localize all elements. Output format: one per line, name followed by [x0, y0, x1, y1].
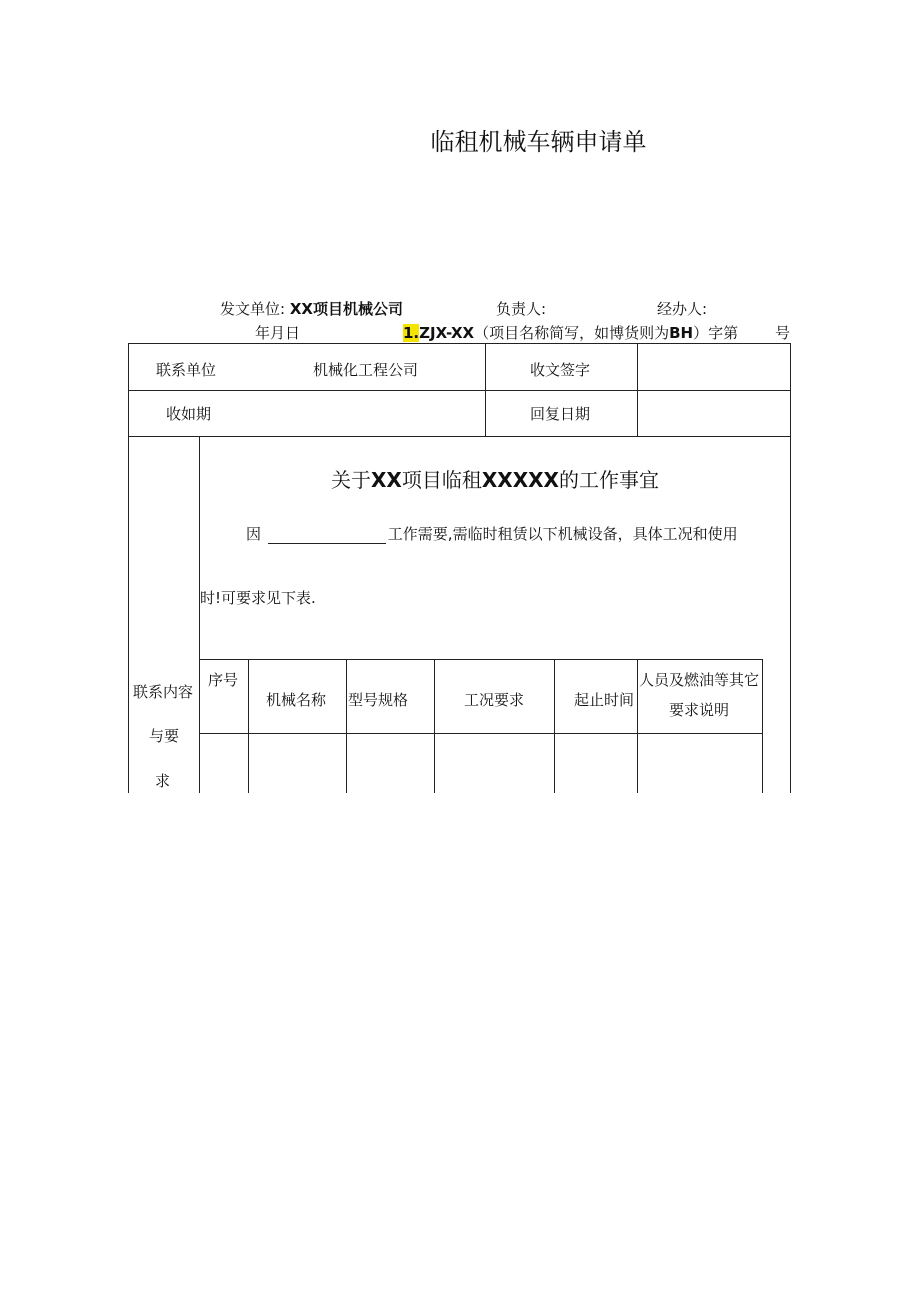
subject-x5: XXXXX	[481, 468, 559, 492]
subject-part-3: 的工作事宜	[558, 468, 659, 492]
header-other-1: 人员及燃油等其它	[639, 671, 760, 689]
inner-table-top	[200, 659, 762, 660]
reply-date-field[interactable]	[645, 397, 783, 429]
contact-unit-value: 机械化工程公司	[313, 361, 419, 379]
sender-field	[220, 298, 403, 319]
inner-col-divider	[554, 659, 555, 793]
header-machine-name: 机械名称	[266, 691, 327, 709]
contact-unit-label: 联系单位	[156, 361, 217, 379]
content-label-1: 联系内容	[133, 683, 194, 701]
header-model: 型号规格	[348, 691, 409, 709]
sender-value: XX项目机械公司	[289, 300, 403, 318]
letter-subject	[200, 464, 790, 493]
page-title: 临租机械车辆申请单	[430, 128, 647, 156]
receive-sign-field[interactable]	[645, 352, 783, 384]
doc-no-suffix: ）字第	[693, 324, 739, 342]
header-index: 序号	[208, 671, 239, 689]
doc-no-prefix: 1.	[403, 324, 420, 342]
body-rest: 工作需要,需临时租赁以下机械设备，具体工况和使用	[387, 525, 738, 543]
subject-xx: XX	[371, 468, 402, 492]
doc-number	[403, 322, 738, 343]
letter-body-line-2: 时!可要求见下表.	[200, 589, 316, 607]
body-start: 因	[246, 525, 262, 543]
doc-no-code: ZJX-XX	[419, 324, 475, 342]
table-row-divider	[128, 390, 791, 391]
doc-no-end: 号	[775, 324, 791, 342]
subject-part-2: 项目临租	[401, 468, 482, 492]
header-other-2: 要求说明	[669, 701, 730, 719]
subject-part-1: 关于	[331, 468, 372, 492]
table-row-divider	[128, 436, 791, 437]
table-col-divider	[485, 343, 486, 437]
reason-blank[interactable]	[268, 527, 386, 544]
inner-table-divider	[200, 733, 762, 734]
table-col-divider	[637, 343, 638, 437]
sender-label: 发文单位:	[220, 300, 286, 318]
header-period: 起止时间	[574, 691, 635, 709]
doc-no-note: （项目名称简写，如博货则为	[474, 324, 670, 342]
inner-table-right	[762, 659, 763, 793]
handler-label: 经办人:	[657, 300, 708, 318]
date-label: 年月日	[255, 324, 301, 342]
content-label-2: 与要	[149, 727, 180, 745]
responsible-label: 负责人:	[496, 300, 547, 318]
table-border-left	[128, 343, 129, 793]
inner-col-divider	[637, 659, 638, 793]
letter-body-line-1	[246, 523, 738, 544]
inner-col-divider	[346, 659, 347, 793]
receive-sign-label: 收文签字	[530, 361, 591, 379]
reply-date-label: 回复日期	[530, 405, 591, 423]
content-label-3: 求	[155, 772, 171, 790]
header-conditions: 工况要求	[464, 691, 525, 709]
doc-no-bh: BH	[669, 324, 694, 342]
inner-col-divider	[434, 659, 435, 793]
table-border-top	[128, 343, 791, 344]
receive-date-label: 收如期	[166, 405, 212, 423]
table-border-right	[790, 343, 791, 793]
inner-col-divider	[248, 659, 249, 793]
